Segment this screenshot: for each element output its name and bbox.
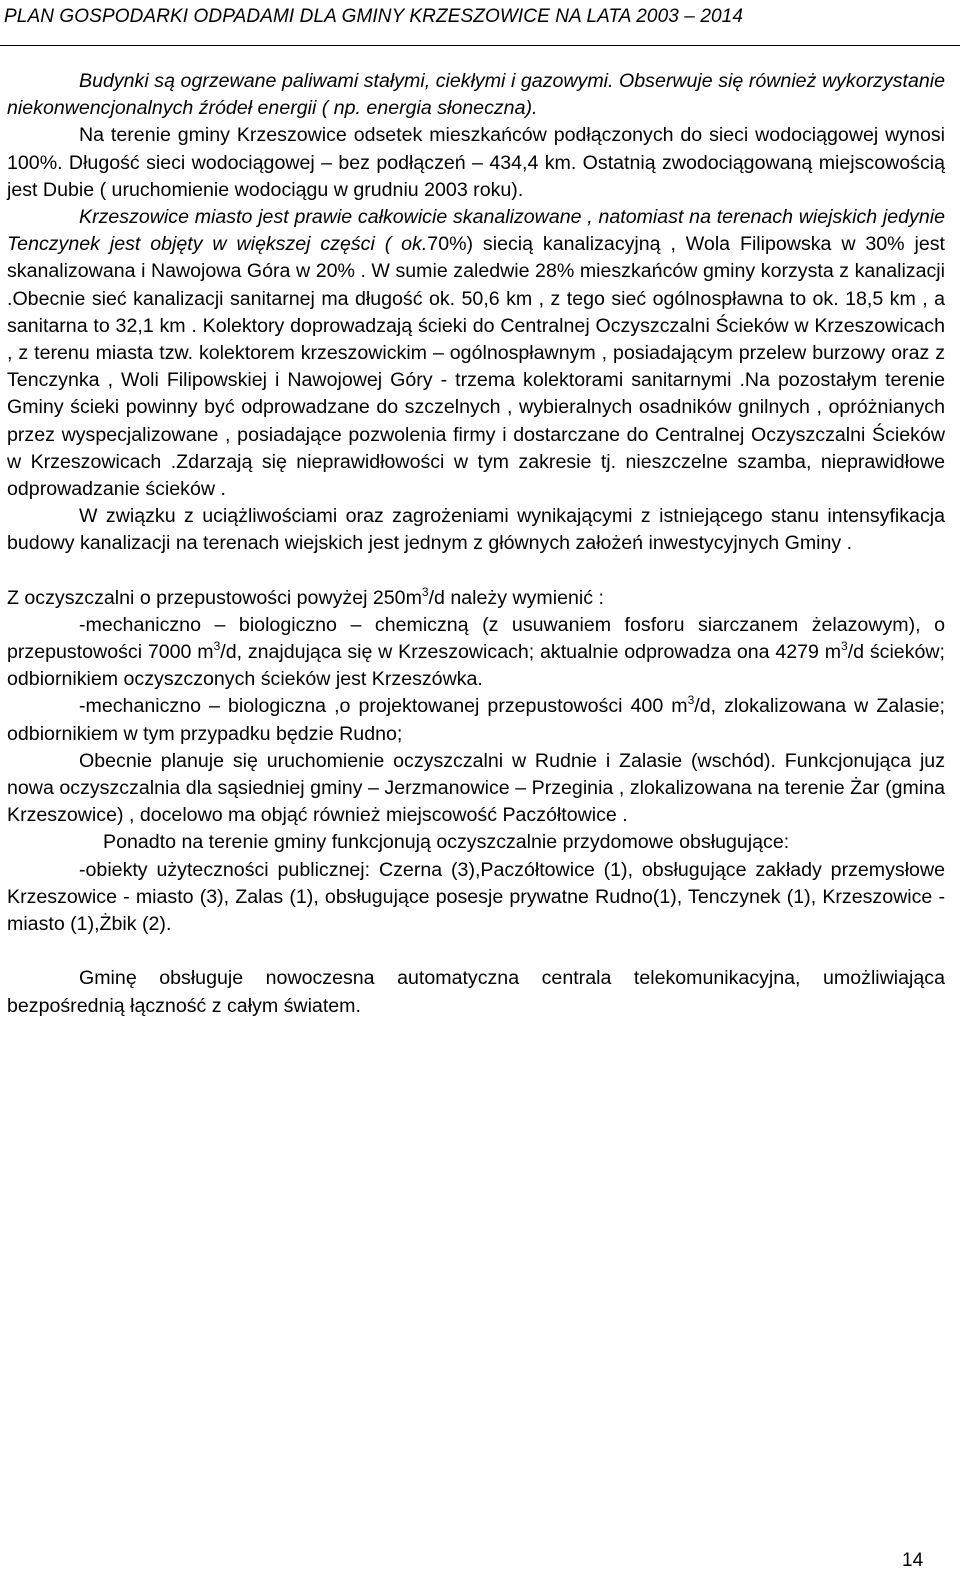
paragraph-plant-krzeszowice: -mechaniczno – biologiczno – chemiczną (z usuwaniem fosforu siarczanem żelazowym), o przepustowości 7000 $m^3/d$, znajdująca się w Krzeszowicach; aktualnie odprowadza ona 4279 $m^3/d$ ścieków; odbiornikiem oczyszczonych ścieków jest Krzeszówka. bbox=[7, 613, 945, 691]
paragraph-spacer bbox=[7, 558, 945, 585]
header-title: PLAN GOSPODARKI ODPADAMI DLA GMINY KRZESZOWICE NA LATA 2003 – 2014 bbox=[4, 6, 744, 27]
document-body bbox=[7, 68, 945, 1020]
paragraph-home-plants: Ponadto na terenie gminy funkcjonują oczyszczalnie przydomowe obsługujące: bbox=[103, 831, 790, 854]
sewerage-intro: Krzeszowice miasto jest prawie całkowicie skanalizowane , natomiast na terenach wiejskich jedynie Tenczynek jest objęty w większej części ( ok. bbox=[7, 206, 945, 256]
paragraph-treatment-plants-intro: Z oczyszczalni o przepustowości powyżej $250m^3/d$ należy wymienić : bbox=[7, 584, 604, 609]
paragraph-spacer bbox=[7, 938, 945, 965]
paragraph-planned-plants: Obecnie planuje się uruchomienie oczyszczalni w Rudnie i Zalasie (wschód). Funkcjonująca juz nowa oczyszczalnia dla sąsiedniej gminy – Jerzmanowice – Przeginia , zlokalizowana na terenie Żar (gmina Krzeszowice) , docelowo ma objąć również miejscowość Paczółtowice . bbox=[7, 749, 945, 827]
paragraph-telecom: Gminę obsługuje nowoczesna automatyczna centrala telekomunikacyjna, umożliwiająca bezpośrednią łączność z całym światem. bbox=[7, 967, 945, 1017]
page-header bbox=[0, 6, 960, 46]
paragraph-investment: W związku z uciążliwościami oraz zagrożeniami wynikającymi z istniejącego stanu intensyfikacja budowy kanalizacji na terenach wiejskich jest jednym z głównych założeń inwestycyjnych Gminy . bbox=[7, 505, 945, 555]
page-number: 14 bbox=[902, 1550, 924, 1571]
paragraph-plant-zalas: -mechaniczno – biologiczna ,o projektowanej przepustowości 400 $m^3/d$, zlokalizowana w Zalasie; odbiornikiem w tym przypadku będzie Rudno; bbox=[7, 693, 945, 745]
paragraph-sewerage bbox=[7, 204, 945, 503]
paragraph-home-plants-list: -obiekty użyteczności publicznej: Czerna (3),Paczółtowice (1), obsługujące zakłady przemysłowe Krzeszowice - miasto (3), Zalas (1), obsługujące posesje prywatne Rudno(1), Tenczynek (1), Krzeszowice - miasto (1),Żbik (2). bbox=[7, 858, 945, 936]
paragraph-heating: Budynki są ogrzewane paliwami stałymi, ciekłymi i gazowymi. Obserwuje się również wykorzystanie niekonwencjonalnych źródeł energii ( np. energia słoneczna). bbox=[7, 70, 945, 120]
paragraph-water-supply: Na terenie gminy Krzeszowice odsetek mieszkańców podłączonych do sieci wodociągowej wynosi 100%. Długość sieci wodociągowej – bez podłączeń – 434,4 km. Ostatnią zwodociągowaną miejscowością jest Dubie ( uruchomienie wodociągu w grudniu 2003 roku). bbox=[7, 124, 945, 201]
sewerage-details: 70%) siecią kanalizacyjną , Wola Filipowska w 30% jest skanalizowana i Nawojowa Góra w 20% . W sumie zaledwie 28% mieszkańców gminy korzysta z kanalizacji .Obecnie sieć kanalizacji sanitarnej ma długość ok. 50,6 km , z tego sieć ogólnospławna to ok. 18,5 km , a sanitarna to 32,1 km . Kolektory doprowadzają ścieki do Centralnej Oczyszczalni Ścieków w Krzeszowicach , z terenu miasta tzw. kolektorem krzeszowickim – ogólnospławnym , posiadającym przelew burzowy oraz z Tenczynka , Woli Filipowskiej i Nawojowej Góry - trzema kolektorami sanitarnymi .Na pozostałym terenie Gminy ścieki powinny być odprowadzane do szczelnych , wybieralnych osadników gnilnych , opróżnianych przez wyspecjalizowane , posiadające pozwolenia firmy i dostarczane do Centralnej Oczyszczalni Ścieków w Krzeszowicach .Zdarzają się nieprawidłowości w tym zakresie tj. nieszczelne szamba, nieprawidłowe odprowadzanie ścieków . bbox=[7, 233, 945, 501]
